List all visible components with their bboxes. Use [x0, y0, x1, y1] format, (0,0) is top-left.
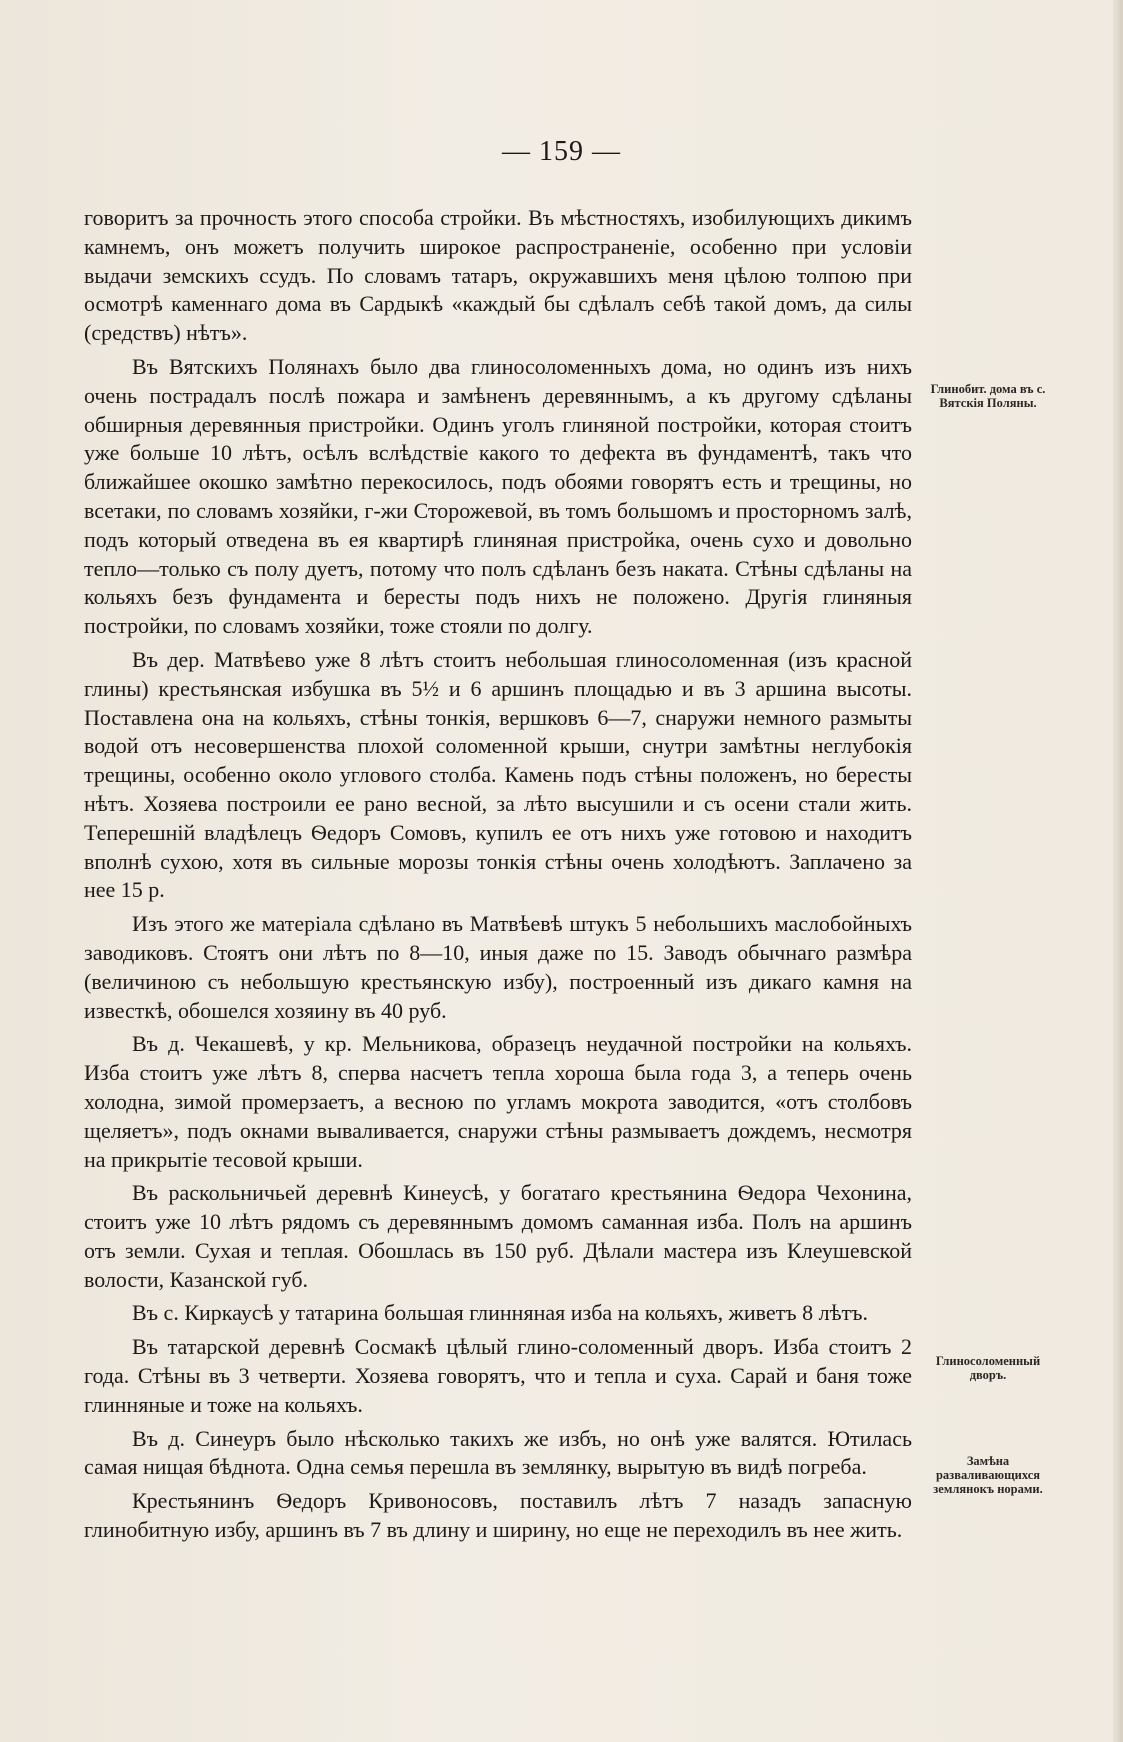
paragraph-5: Въ д. Чекашевѣ, у кр. Мельникова, образецъ неудачной постройки на кольяхъ. Изба стоитъ уже лѣтъ 8, сперва насчетъ тепла хороша была года 3, а теперь очень холодна, зимой промерзаетъ, а весною по угламъ мокрота заводится, «отъ столбовъ щеляетъ», подъ окнами вываливается, снаружи стѣны размываетъ дождемъ, несмотря на прикрытіе тесовой крыши.	[84, 1031, 912, 1172]
page-edge	[1113, 0, 1123, 1742]
paragraph-6: Въ раскольничьей деревнѣ Кинеусѣ, у богатаго крестьянина Ѳедора Чехонина, стоитъ уже 10 лѣтъ рядомъ съ деревяннымъ домомъ саманная изба. Полъ на аршинъ отъ земли. Сухая и теплая. Обошлась въ 150 руб. Дѣлали мастера изъ Клеушевской волости, Казанской губ.	[84, 1180, 912, 1292]
page-number: — 159 —	[502, 136, 621, 167]
margin-note-clay-yard: Глиносоломенный дворъ.	[935, 1354, 1041, 1382]
paragraph-3: Въ дер. Матвѣево уже 8 лѣтъ стоитъ небольшая глиносоломенная (изъ красной глины) крестьянская избушка въ 5½ и 6 аршинъ площадью и въ 3 аршина высоты. Поставлена она на кольяхъ, стѣны тонкія, вершковъ 6—7, снаружи немного размыты водой отъ несовершенства плохой соломенной крыши, снутри замѣтны неглубокія трещины, особенно около углового столба. Камень подъ стѣны положенъ, но бересты нѣтъ. Хозяева построили ее рано весной, за лѣто высушили и съ осени стали жить. Теперешній владѣлецъ Ѳедоръ Сомовъ, купилъ ее отъ нихъ уже готовою и находитъ вполнѣ сухою, хотя въ сильные морозы тонкія стѣны очень холодѣютъ. Заплачено за нее 15 р.	[84, 646, 912, 903]
paragraph-10: Крестьянинъ Ѳедоръ Кривоносовъ, поставилъ лѣтъ 7 назадъ запасную глинобитную избу, аршинъ въ 7 въ длину и ширину, но еще не переходилъ въ нее жить.	[84, 1488, 912, 1543]
paragraph-1: говоритъ за прочность этого способа стройки. Въ мѣстностяхъ, изобилующихъ дикимъ камнемъ, онъ можетъ получить широкое распространеніе, особенно при условіи выдачи земскихъ ссудъ. По словамъ татаръ, окружавшихъ меня цѣлою толпою при осмотрѣ каменнаго дома въ Сардыкѣ «каждый бы сдѣлалъ себѣ такой домъ, да силы (средствъ) нѣтъ».	[84, 205, 912, 346]
paragraph-4: Изъ этого же матеріала сдѣлано въ Матвѣевѣ штукъ 5 небольшихъ маслобойныхъ заводиковъ. Стоятъ они лѣтъ по 8—10, иныя даже по 15. Заводъ обычнаго размѣра (величиною съ небольшую крестьянскую избу), построенный изъ дикаго камня на известкѣ, обошелся хозяину въ 40 руб.	[84, 911, 912, 1023]
paragraph-7: Въ с. Киркаусѣ у татарина большая глинняная изба на кольяхъ, живетъ 8 лѣтъ.	[132, 1300, 869, 1326]
paragraph-8: Въ татарской деревнѣ Сосмакѣ цѣлый глино-соломенный дворъ. Изба стоитъ 2 года. Стѣны въ 3 четверти. Хозяева говорятъ, что и тепла и суха. Сарай и баня тоже глинняные и тоже на кольяхъ.	[84, 1334, 912, 1417]
margin-note-dugout-replacement: Замѣна разваливающихся землянокъ норами.	[933, 1454, 1043, 1496]
margin-note-vyatskie-polyany: Глинобит. дома въ с. Вятскія Поляны.	[930, 382, 1046, 410]
paragraph-9: Въ д. Синеуръ было нѣсколько такихъ же избъ, но онѣ уже валятся. Ютилась самая нищая бѣднота. Одна семья перешла въ землянку, вырытую въ видѣ погреба.	[84, 1425, 912, 1480]
paragraph-2: Въ Вятскихъ Полянахъ было два глиносоломенныхъ дома, но одинъ изъ нихъ очень пострадалъ послѣ пожара и замѣненъ деревяннымъ, а къ другому сдѣланы обширныя деревянныя пристройки. Одинъ уголъ глиняной постройки, которая стоитъ уже больше 10 лѣтъ, осѣлъ вслѣдствіе какого то дефекта въ фундаментѣ, такъ что ближайшее окошко замѣтно перекосилось, подъ обоями говорятъ есть и трещины, но всетаки, по словамъ хозяйки, г-жи Сторожевой, въ томъ большомъ и просторномъ залѣ, подъ который отведена въ ея квартирѣ глиняная пристройка, очень сухо и довольно тепло—только съ полу дуетъ, потому что полъ сдѣланъ безъ наката. Стѣны сдѣланы на кольяхъ безъ фундамента и бересты подъ нихъ не положено. Другія глиняныя постройки, по словамъ хозяйки, тоже стояли по долгу.	[84, 353, 912, 639]
body-text	[84, 204, 912, 1550]
